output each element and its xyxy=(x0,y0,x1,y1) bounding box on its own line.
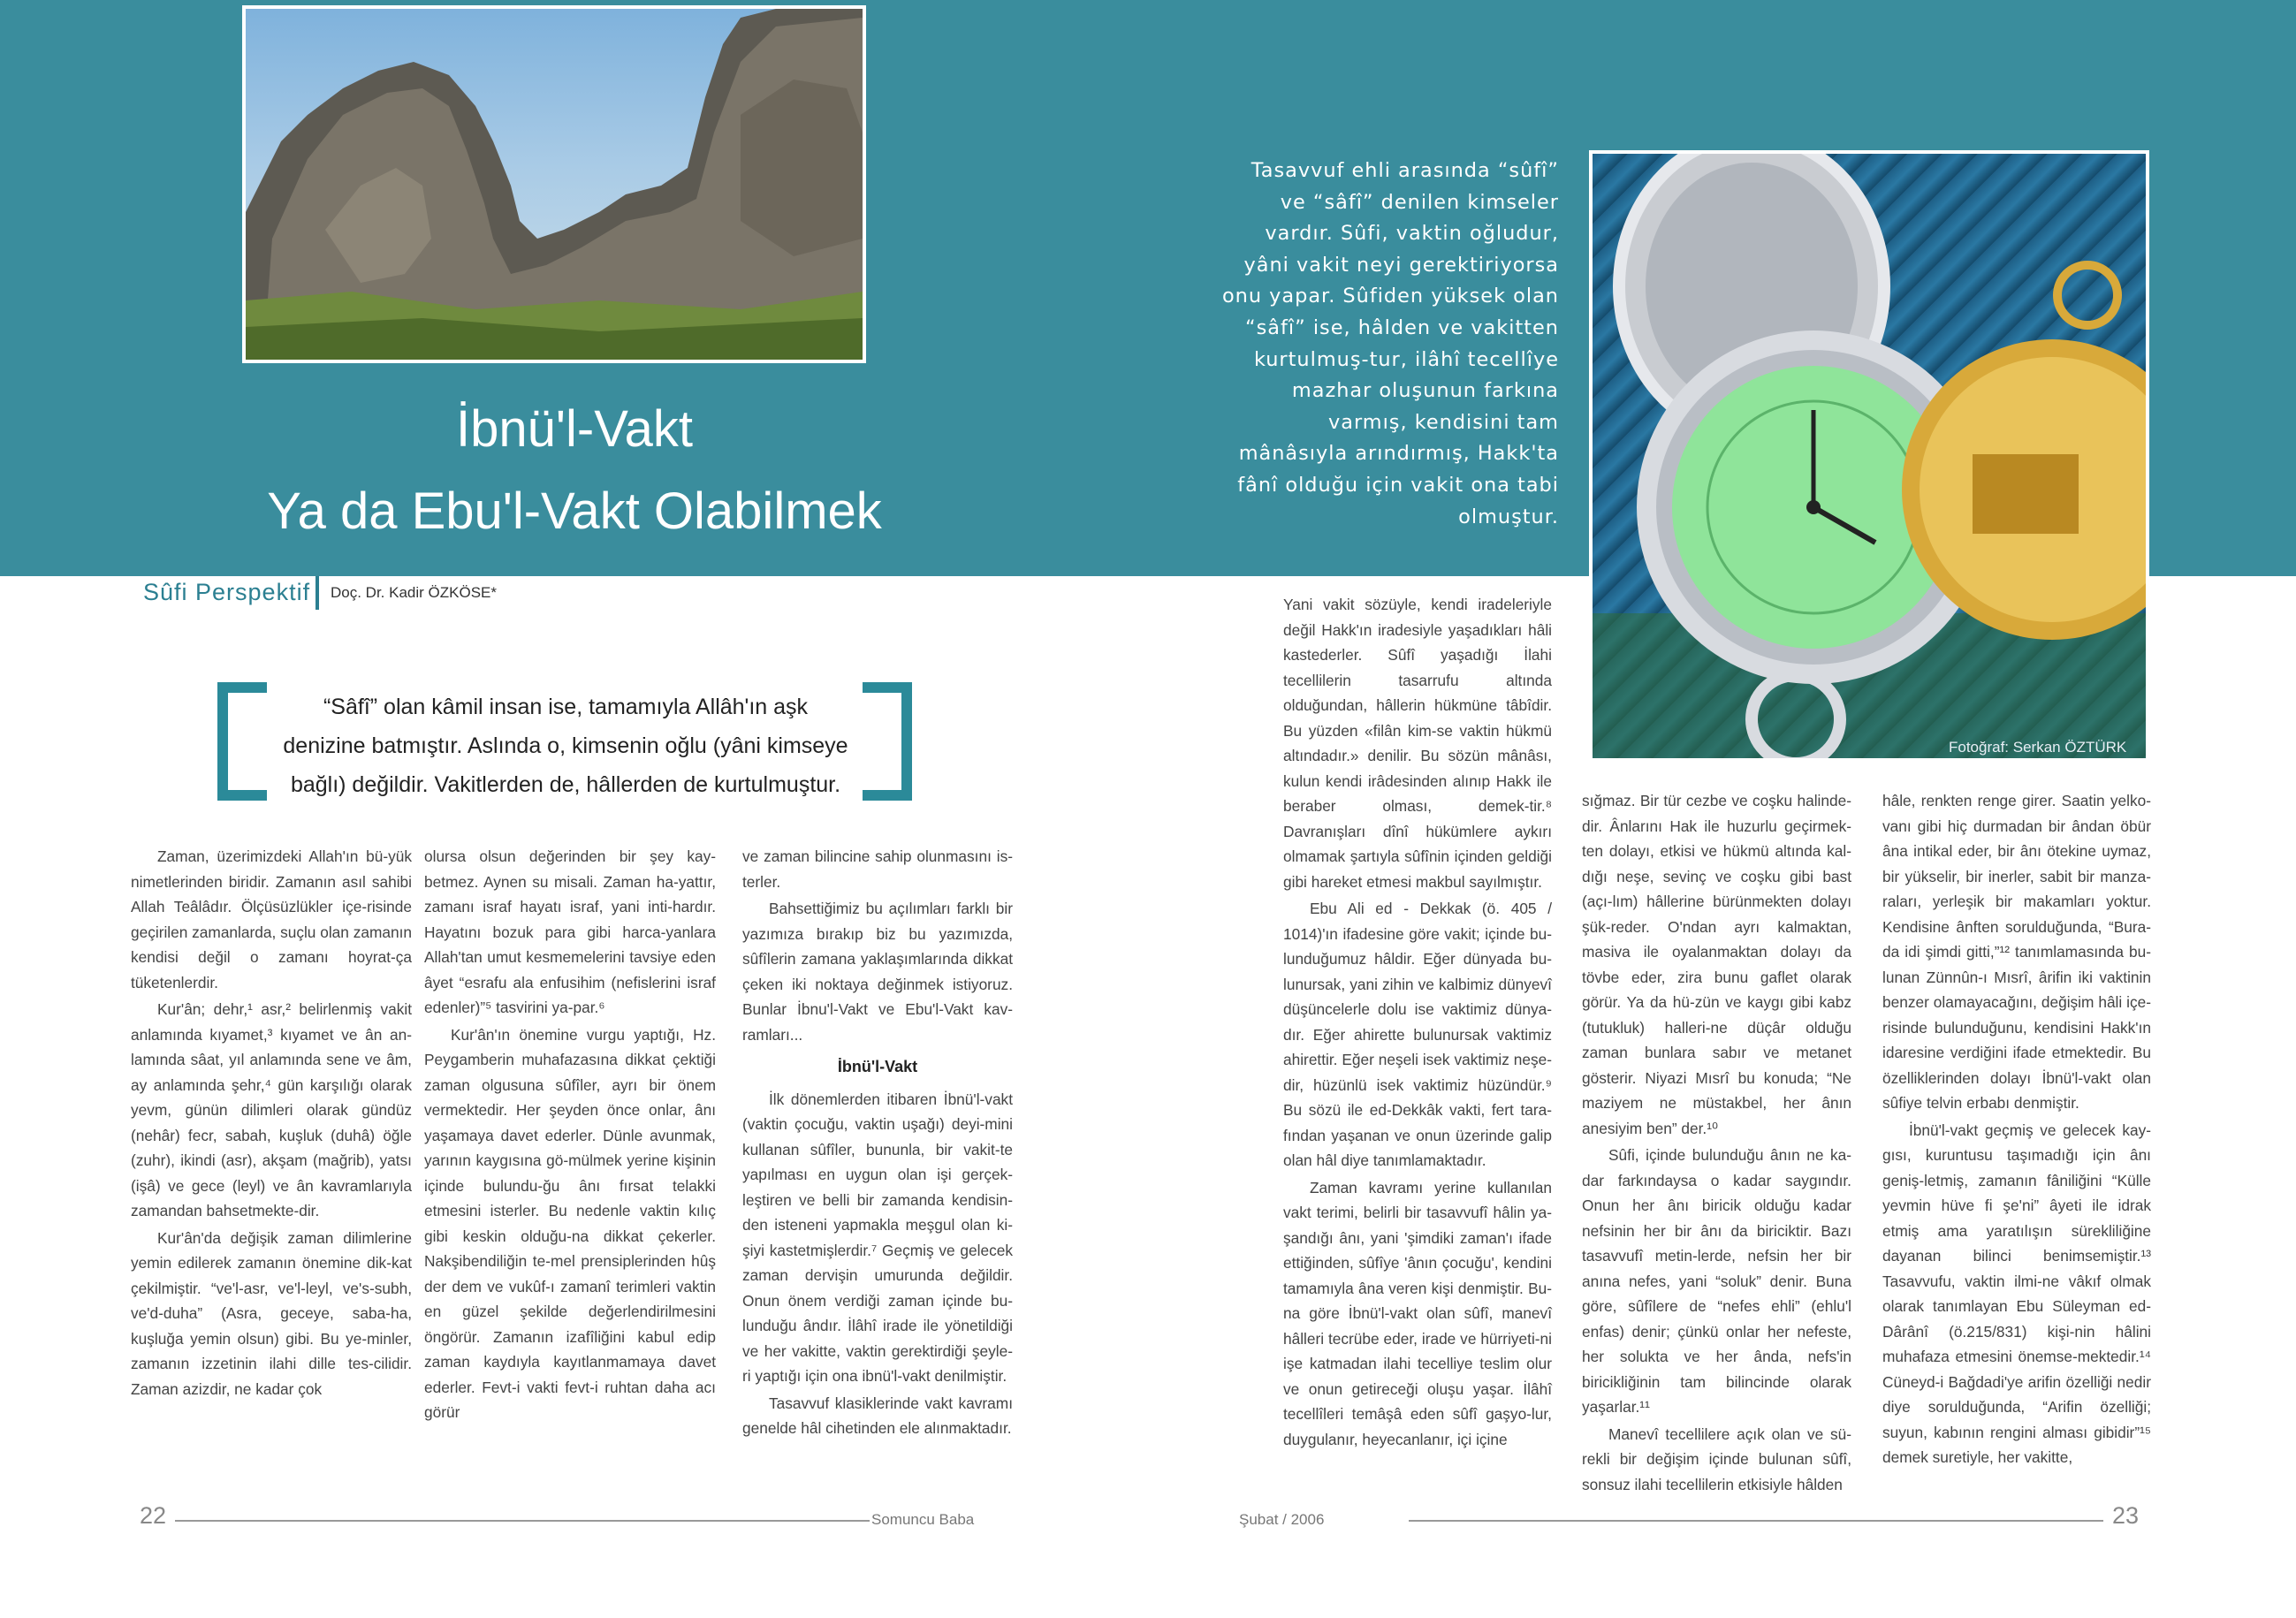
paragraph: Sûfi, içinde bulunduğu ânın ne ka-dar farkındaysa o kadar saygındır. Onun her ânı biricik olduğu kadar nefsinin her bir ânı da biriciktir. Bazı tasavvufî metin-lerde, nefsin her bir anına nefes, yani “soluk” denir. Buna göre, sûfîlere de “nefes ehli” (ehlu'l enfas) denir; çünkü onlar her nefeste, her solukta ve her ânda, nefs'in biricikliğinin tam bilincinde olarak yaşarlar.¹¹ xyxy=(1582,1146,1851,1416)
paragraph: İlk dönemlerden itibaren İbnü'l-vakt (vaktin çocuğu, vaktin uşağı) deyi-mini kullanan sûfîler, bununla, bir vakit-te yapılması en uygun olan işi gerçek-leştiren ve belli bir zamanda kendisin-den isteneni yapmakla meşgul olan ki-şiyi kastetmişlerdir.⁷ Geçmiş ve gelecek zaman dervişin umurunda değildir. Onun önem verdiği zaman içinde bu-lunduğu ândır. İlâhî irade ile yönetildiği ve her vakitte, vaktin gerektirdiği şeyle-ri yaptığı için ona ibnü'l-vakt denilmiştir. xyxy=(742,1090,1013,1385)
photo-credit: Fotoğraf: Serkan ÖZTÜRK xyxy=(1949,739,2127,756)
paragraph: Yani vakit sözüyle, kendi iradeleriyle değil Hakk'ın iradesiyle yaşadıkları hâli kastederler. Sûfî yaşadığı İlahi tecellilerin tasarrufu altında olduğundan, hâllerin hükmüne tâbîdir. Bu yüzden «filân kim-se vaktin hükmü altındadır.» denilir. Bu sözün mânâsı, kulun kendi irâdesinden alınıp Hakk ile beraber olması, demek-tir.⁸ Davranışları dînî hükümlere aykırı olmamak şartıyla sûfînin içinden geldiği gibi hareket etmesi makbul sayılmıştır. xyxy=(1283,596,1552,891)
subheading: İbnü'l-Vakt xyxy=(837,1058,918,1075)
section-divider xyxy=(316,576,319,610)
pull-quote-text: “Sâfî” olan kâmil insan ise, tamamıyla Allâh'ın aşk denizine batmıştır. Aslında o, kimsenin oğlu (yâni kimseye bağlı) değildir. Vakitlerden de, hâllerden de kurtulmuştur. xyxy=(283,695,848,797)
footer-magazine-name: Somuncu Baba xyxy=(871,1511,975,1528)
paragraph: olursa olsun değerinden bir şey kay-betmez. Aynen su misali. Zaman ha-yattır, zamanı israf hayatı israf, yani inti-hardır. Hayatını bozuk para gibi harca-yanlara Allah'tan umut kesmemelerini tavsiye eden âyet “esrafu ala enfusihim (nefislerini israf edenler)”⁵ tasvirini ya-par.⁶ xyxy=(424,847,716,1016)
footer-rule-left xyxy=(175,1520,870,1522)
article-title-line1: İbnü'l-Vakt xyxy=(456,400,693,458)
paragraph: Bahsettiğimiz bu açılımları farklı bir yazımıza bırakıp biz bu yazımızda, sûfîlerin zamana yaklaşımlarında dikkat çeken iki noktaya değinmek istiyoruz. Bunlar İbnu'l-Vakt ve Ebu'l-Vakt kav-ramları... xyxy=(742,900,1013,1044)
article-title-line2: Ya da Ebu'l-Vakt Olabilmek xyxy=(267,482,882,540)
section-label: Sûfi Perspektif xyxy=(143,579,311,605)
ruins-photo xyxy=(242,5,866,363)
paragraph: ve zaman bilincine sahip olunmasını is-terler. xyxy=(742,847,1013,891)
paragraph: Zaman, üzerimizdeki Allah'ın bü-yük nimetlerinden biridir. Zamanın asıl sahibi Allah Teâlâdır. Ölçüsüzlükler içe-risinde geçirilen zamanlarda, suçlu olan zamanın kendisi değil o zamanı hoyrat-ça tüketenlerdir. xyxy=(131,847,412,991)
page-number-left: 22 xyxy=(140,1502,167,1529)
column-4 xyxy=(1283,592,1552,1454)
paragraph: sığmaz. Bir tür cezbe ve coşku halinde-dir. Ânlarını Hak ile huzurlu geçirmek-ten dolayı, etkisi ve hükmü altında kal-dığı neşe, sevinç ve coşku gibi bast (açı-lım) hâllerine bürünmekten dolayı şük-reder. O'ndan ayrı kalmaktan, masiva ile oyalanmaktan dolayı da tövbe eder, zira bunu gaflet olarak görür. Ya da hü-zün ve kaygı gibi kabz (tutukluk) halleri-ne düçâr olduğu zaman bunlara sabır ve metanet gösterir. Niyazi Mısrî bu konuda; “Ne maziyem ne müstakbel, her ânın anesiyim ben” der.¹⁰ xyxy=(1582,792,1851,1137)
paragraph: Zaman kavramı yerine kullanılan vakt terimi, belirli bir tasavvufî hâlin ya-şandığı ânı, yani 'şimdiki zaman'ı ifade ettiğinden, sûfîye 'ânın çocuğu', kendini tamamıyla âna veren kişi denmiştir. Bu-na göre İbnü'l-vakt olan sûfî, manevî hâlleri tecrübe eder, irade ve hürriyeti-ni işe katmadan ilahi tecelliye teslim olur ve onun getireceği oluşu yaşar. İlâhî tecellîleri temâşâ eden sûfî gaşyo-lur, duygulanır, heyecanlanır, içi içine xyxy=(1283,1178,1552,1448)
quote-bracket-left xyxy=(217,682,267,801)
author-name: Doç. Dr. Kadir ÖZKÖSE* xyxy=(331,584,497,601)
page-number-right: 23 xyxy=(2112,1502,2140,1529)
lead-paragraph xyxy=(1220,156,1559,533)
paragraph: Tasavvuf klasiklerinde vakt kavramı genelde hâl cihetinden ele alınmaktadır. xyxy=(742,1394,1013,1437)
column-2 xyxy=(424,844,716,1427)
footer-rule-right xyxy=(1409,1520,2103,1522)
column-5 xyxy=(1582,788,1851,1499)
column-6 xyxy=(1882,788,2151,1472)
pocket-watch-illustration xyxy=(1593,154,2146,758)
ruins-illustration xyxy=(246,9,863,360)
paragraph: Manevî tecellilere açık olan ve sü-rekli bir değişim içinde bulunan sûfî, sonsuz ilahi tecellilerin etkisiyle hâlden xyxy=(1582,1424,1851,1493)
column-1 xyxy=(131,844,412,1403)
column-3 xyxy=(742,844,1013,1443)
quote-bracket-right xyxy=(863,682,912,801)
lead-text: Tasavvuf ehli arasında “sûfî” ve “sâfî” denilen kimseler vardır. Sûfi, vaktin oğludur, yâni vakit neyi gerektiriyorsa onu yapar. Sûfiden yüksek olan “sâfî” ise, hâlden ve vakitten kurtulmuş-tur, ilâhî tecellîye mazhar oluşunun farkına varmış, kendisini tam mânâsıyla arındırmış, Hakk'ta fânî olduğu için vakit ona tabi olmuştur. xyxy=(1221,159,1559,528)
paragraph: hâle, renkten renge girer. Saatin yelko-vanı gibi hiç durmadan bir ândan öbür âna intikal eder, bir ânı ötekine uymaz, bir yükselir, bir inerler, sabit bir manza-raları, yerleşik bir makamları yoktur. Kendisine ânften sorulduğunda, “Bura-da idi şimdi gitti,”¹² tanımlamasında bu-lunan Zünnûn-ı Mısrî, ârifin iki vaktinin benzer olamayacağını, değişim hâli içe-risinde bulunduğunu, kendisini Hakk'ın idaresine verdiğini ifade etmektedir. Bu özelliklerinden dolayı İbnü'l-vakt olan sûfiye telvin erbabı denmiştir. xyxy=(1882,792,2151,1112)
paragraph: Kur'ân; dehr,¹ asr,² belirlenmiş vakit anlamında kıyamet,³ kıyamet ve ân an-lamında sâat, yıl anlamında sene ve âm, ay anlamında şehr,⁴ gün karşılığı olarak yevm, günün dilimleri olarak gündüz (nehâr) fecr, sabah, kuşluk (duhâ) öğle (zuhr), ikindi (asr), akşam (mağrib), yatsı (işâ) ve gece (leyl) ve ân kavramlarıyla zamandan bahsetmekte-dir. xyxy=(131,1000,412,1219)
paragraph: Kur'ân'da değişik zaman dilimlerine yemin edilerek zamanın önemine dik-kat çekilmiştir. “ve'l-asr, ve'l-leyl, ve's-subh, ve'd-duha” (Asra, geceye, saba-ha, kuşluğa yemin olsun) gibi. Bu ye-minler, zamanın izzetinin ilahi dille tes-cilidir. Zaman azizdir, ne kadar çok xyxy=(131,1228,412,1398)
pull-quote xyxy=(283,687,848,804)
footer-issue-date: Şubat / 2006 xyxy=(1239,1511,1325,1528)
paragraph: İbnü'l-vakt geçmiş ve gelecek kay-gısı, kuruntusu taşımadığı için ânı geniş-letmiş, zamanın fâniliğini “Külle yevmin hüve fi şe'ni” âyeti ile idrak etmiş ama yaratılışın sürekliliğine dayanan bilinci benimsemiştir.¹³ Tasavvufu, vaktin ilmi-ne vâkıf olmak olarak tanımlayan Ebu Süleyman ed-Dârânî (ö.215/831) kişi-nin hâlini muhafaza etmesini önemse-mektedir.¹⁴ Cüneyd-i Bağdadi'ye arifin özelliği nedir diye sorulduğunda, “Arifin özelliği; suyun, kabının rengini alması gibidir”¹⁵ demek suretiyle, her vakitte, xyxy=(1882,1120,2151,1466)
pocket-watch-photo xyxy=(1589,150,2149,762)
paragraph: Ebu Ali ed - Dekkak (ö. 405 / 1014)'ın ifadesine göre vakit; içinde bu-lunduğumuz hâldir. Eğer dünyada bu-lunursak, yani zihin ve kalbimiz dünyevî düşüncelerle dolu ise vaktimiz dünya-dır. Eğer ahirette bulunursak vaktimiz ahirettir. Eğer neşeli isek vaktimiz neşe-dir, hüzünlü isek vaktimiz hüzündür.⁹ Bu sözü ile ed-Dekkâk vakti, fert tara-fından yaşanan ve onun üzerinde galip olan hâl diye tanımlamaktadır. xyxy=(1283,900,1552,1169)
paragraph: Kur'ân'ın önemine vurgu yaptığı, Hz. Peygamberin muhafazasına dikkat çektiği zaman olgusuna sûfîler, ayrı bir önem vermektedir. Her şeyden önce onlar, ânı yaşamaya davet ederler. Dünle avunmak, yarının kaygısına gö-mülmek yerine kişinin içinde bulundu-ğu ânı fırsat telakki etmesini isterler. Bu nedenle vaktin kılıç gibi keskin olduğu-na dikkat çekerler. Nakşibendiliğin te-mel prensiplerinden hûş der dem ve vukûf-ı zamanî terimleri vaktin en güzel şekilde değerlendirilmesini öngörür. Zamanın izafîliğini kabul edip zaman kaydıyla kayıtlanmamaya davet ederler. Fevt-i vakti fevt-i ruhtan daha acı görür xyxy=(424,1025,716,1421)
